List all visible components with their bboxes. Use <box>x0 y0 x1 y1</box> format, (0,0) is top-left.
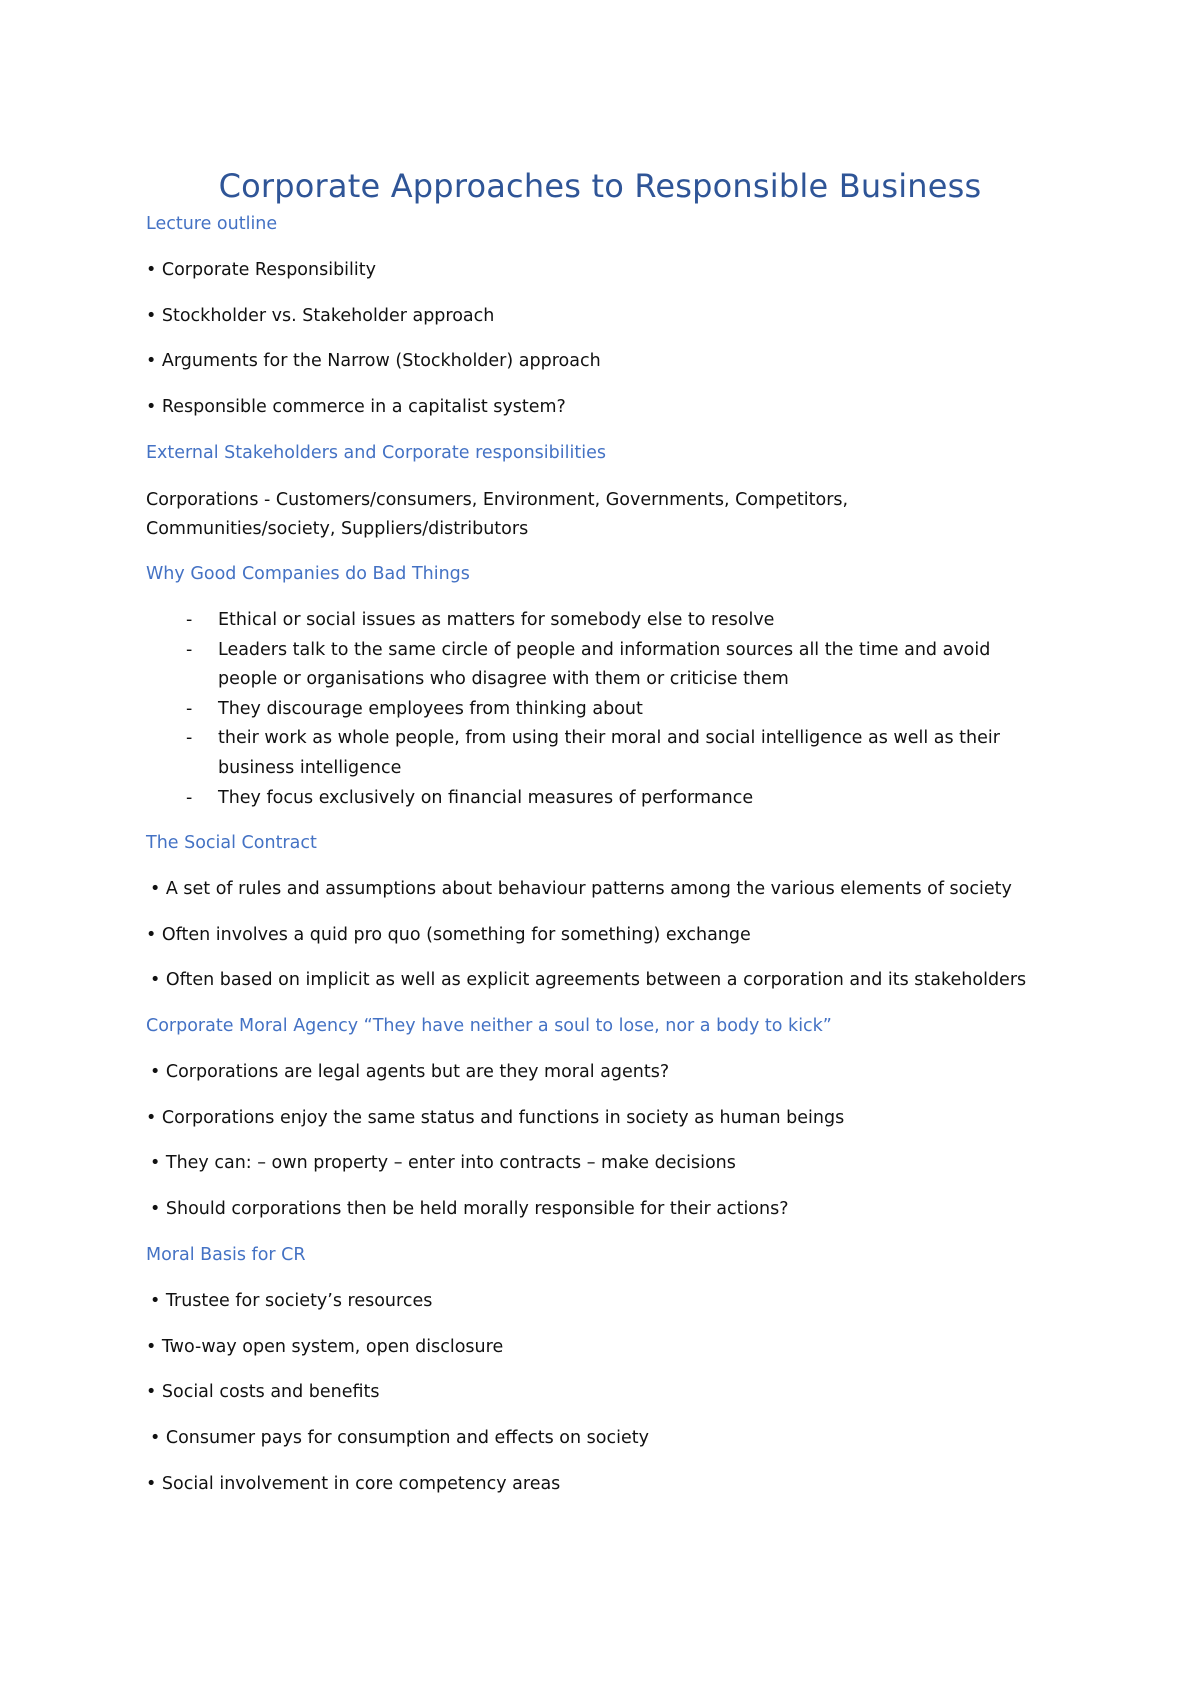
list-item: • Corporations are legal agents but are they moral agents? <box>150 1062 670 1082</box>
list-item-continuation: business intelligence <box>218 758 402 778</box>
list-item: • Social involvement in core competency areas <box>146 1474 561 1494</box>
dash-marker: - <box>186 728 193 748</box>
list-item: • Should corporations then be held morally responsible for their actions? <box>150 1199 789 1219</box>
list-item: • Arguments for the Narrow (Stockholder) approach <box>146 351 601 371</box>
list-item: • Social costs and benefits <box>146 1382 380 1402</box>
paragraph-line: Communities/society, Suppliers/distributors <box>146 519 529 539</box>
list-item-continuation: people or organisations who disagree with them or criticise them <box>218 669 789 689</box>
list-item: Leaders talk to the same circle of people and information sources all the time and avoid <box>218 640 991 660</box>
list-item: • Stockholder vs. Stakeholder approach <box>146 306 495 326</box>
list-item: • Consumer pays for consumption and effects on society <box>150 1428 649 1448</box>
list-item: Ethical or social issues as matters for somebody else to resolve <box>218 610 775 630</box>
list-item: • They can: – own property – enter into contracts – make decisions <box>150 1153 736 1173</box>
list-item: They discourage employees from thinking about <box>218 699 643 719</box>
heading-moral-agency: Corporate Moral Agency “They have neither a soul to lose, nor a body to kick” <box>146 1016 832 1036</box>
heading-external-stakeholders: External Stakeholders and Corporate responsibilities <box>146 443 606 463</box>
list-item: • Trustee for society’s resources <box>150 1291 433 1311</box>
heading-social-contract: The Social Contract <box>146 833 317 853</box>
dash-marker: - <box>186 640 193 660</box>
list-item: • A set of rules and assumptions about behaviour patterns among the various elements of society <box>150 879 1012 899</box>
list-item: They focus exclusively on financial measures of performance <box>218 788 754 808</box>
list-item: • Corporate Responsibility <box>146 260 376 280</box>
list-item: • Often based on implicit as well as explicit agreements between a corporation and its stakeholders <box>150 970 1027 990</box>
paragraph-line: Corporations - Customers/consumers, Environment, Governments, Competitors, <box>146 490 849 510</box>
dash-marker: - <box>186 788 193 808</box>
list-item: • Two-way open system, open disclosure <box>146 1337 504 1357</box>
heading-why-good-companies: Why Good Companies do Bad Things <box>146 564 470 584</box>
list-item: • Corporations enjoy the same status and functions in society as human beings <box>146 1108 845 1128</box>
dash-marker: - <box>186 610 193 630</box>
list-item: their work as whole people, from using their moral and social intelligence as well as their <box>218 728 1000 748</box>
list-item: • Often involves a quid pro quo (something for something) exchange <box>146 925 751 945</box>
list-item: • Responsible commerce in a capitalist system? <box>146 397 566 417</box>
heading-moral-basis: Moral Basis for CR <box>146 1245 306 1265</box>
page-title: Corporate Approaches to Responsible Business <box>218 167 982 205</box>
heading-lecture-outline: Lecture outline <box>146 214 278 234</box>
dash-marker: - <box>186 699 193 719</box>
